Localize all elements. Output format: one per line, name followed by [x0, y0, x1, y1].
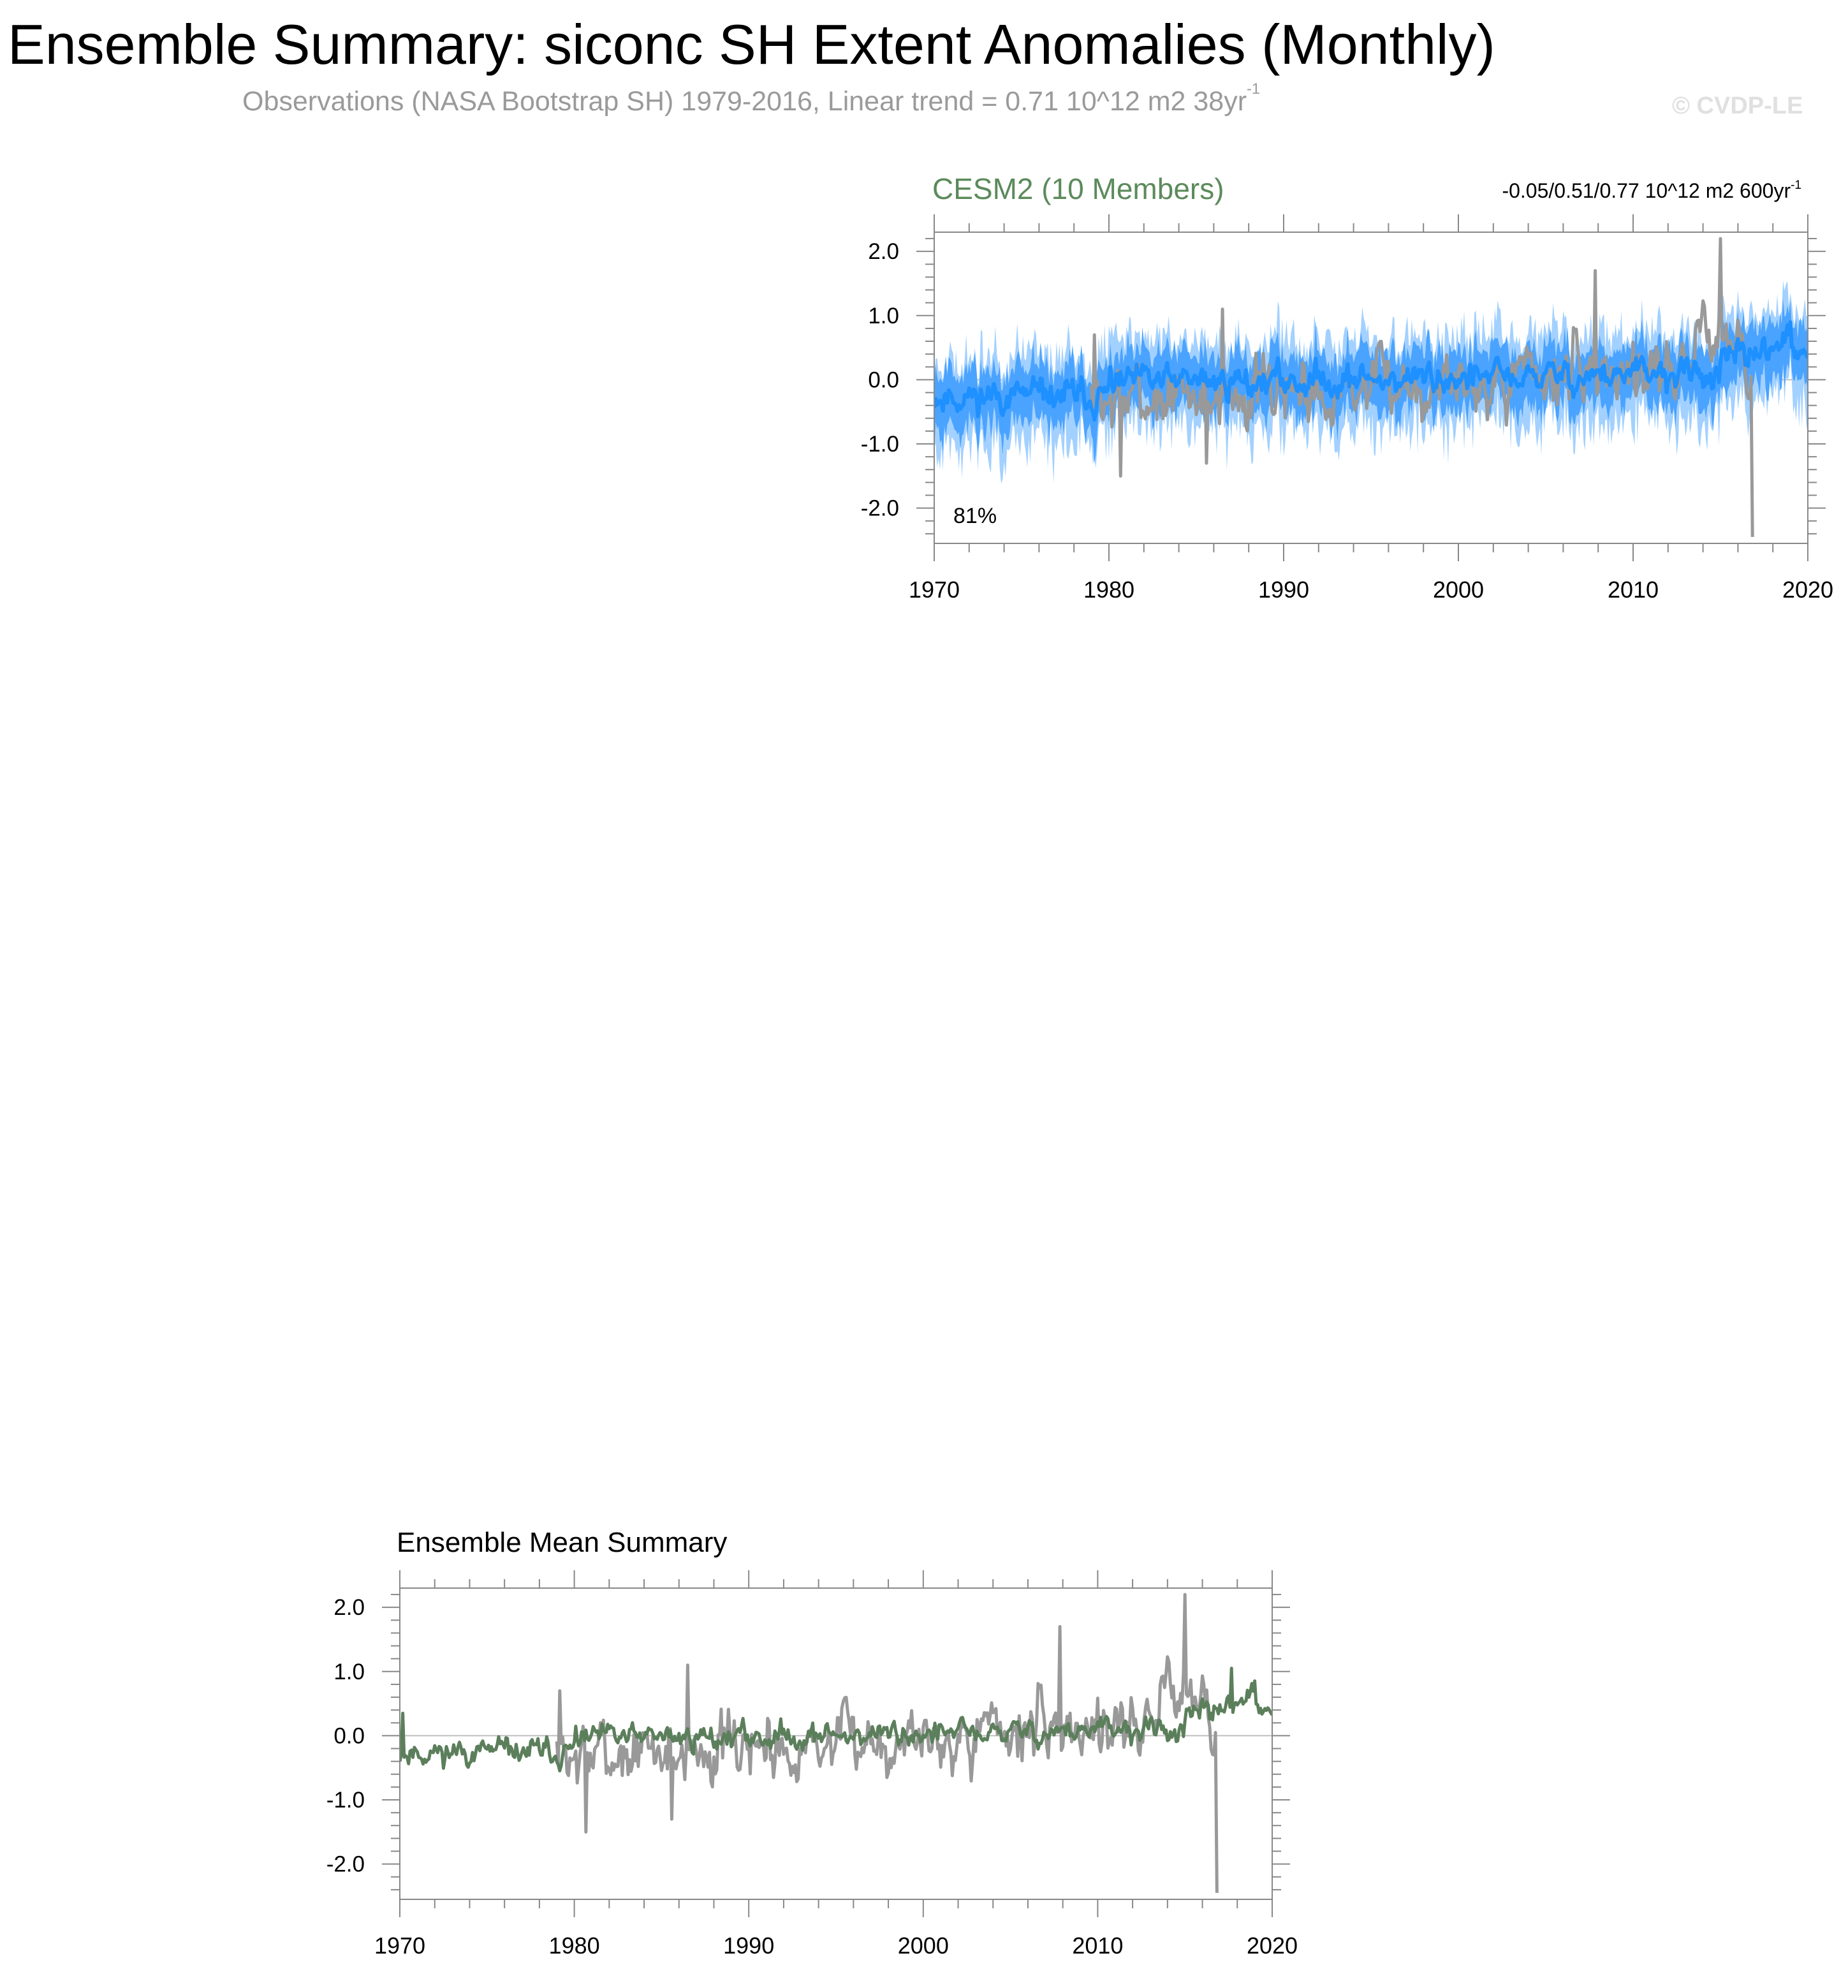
x-tick-label: 2000 [1432, 577, 1485, 603]
panel-title: CESM2 (10 Members) [932, 172, 1224, 205]
x-tick-label: 2020 [1782, 577, 1834, 603]
trend-label-text: -0.05/0.51/0.77 10^12 m2 600yr [1502, 179, 1791, 202]
x-tick-label: 1990 [1258, 577, 1310, 603]
cvdp-watermark: © CVDP-LE [1672, 92, 1803, 119]
y-tick-label: 1.0 [868, 303, 899, 328]
subtitle-text: Observations (NASA Bootstrap SH) 1979-2016, Linear trend = 0.71 10^12 m2 38yr [242, 86, 1247, 117]
x-tick-label: 1970 [908, 577, 960, 603]
y-tick-label: 2.0 [334, 1595, 365, 1621]
y-tick-label: 0.0 [334, 1723, 365, 1749]
ensemble-mean-plot-area [326, 1570, 1298, 1959]
trend-label-exponent: -1 [1791, 179, 1801, 192]
panel-title: Ensemble Mean Summary [397, 1527, 728, 1558]
x-tick-label: 2010 [1072, 1933, 1124, 1959]
figure-title: Ensemble Summary: siconc SH Extent Anomalies (Monthly) [8, 13, 1495, 76]
y-tick-label: -2.0 [860, 496, 899, 521]
x-tick-label: 1990 [723, 1933, 775, 1959]
subtitle-exponent: -1 [1247, 80, 1261, 98]
x-tick-label: 1980 [548, 1933, 600, 1959]
plot-series-group [400, 1594, 1272, 1893]
percent-annotation: 81% [953, 504, 997, 528]
x-tick-label: 2010 [1607, 577, 1659, 603]
y-tick-label: 2.0 [868, 239, 899, 265]
observations-line [557, 1594, 1217, 1893]
y-tick-label: 0.0 [868, 367, 899, 393]
x-tick-label: 1980 [1083, 577, 1135, 603]
y-tick-label: -1.0 [326, 1788, 365, 1813]
x-tick-label: 1970 [374, 1933, 426, 1959]
x-tick-label: 2020 [1246, 1933, 1298, 1959]
y-tick-label: 1.0 [334, 1659, 365, 1684]
y-tick-label: -2.0 [326, 1852, 365, 1877]
y-tick-label: -1.0 [860, 432, 899, 457]
x-tick-label: 2000 [897, 1933, 949, 1959]
